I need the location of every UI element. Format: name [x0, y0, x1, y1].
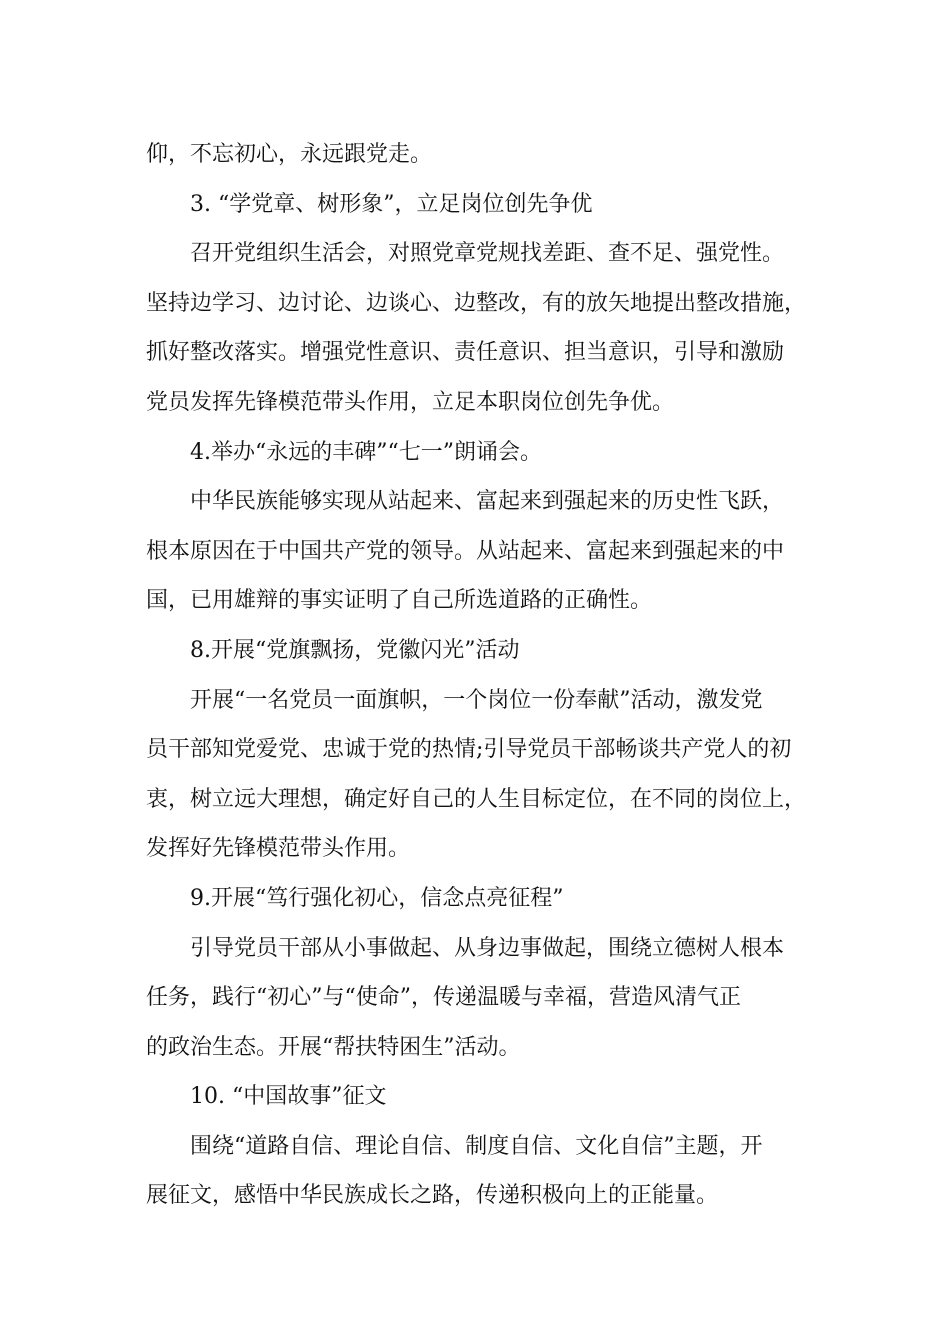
text-line: 党员发挥先锋模范带头作用，立足本职岗位创先争优。: [146, 389, 675, 415]
section-heading: 3. “学党章、树形象”，立足岗位创先争优: [190, 191, 593, 217]
section-heading: 8.开展“党旗飘扬，党徽闪光”活动: [190, 637, 520, 663]
text-line: 仰，不忘初心，永远跟党走。: [146, 142, 433, 167]
text-line: 衷，树立远大理想，确定好自己的人生目标定位，在不同的岗位上，: [146, 786, 806, 812]
document-body: [146, 130, 806, 1221]
section-heading: 9.开展“笃行强化初心，信念点亮征程”: [190, 885, 564, 911]
text-line: 任务，践行“初心”与“使命”，传递温暖与幸福，营造风清气正: [146, 985, 741, 1011]
text-line: 坚持边学习、边讨论、边谈心、边整改，有的放矢地提出整改措施，: [146, 290, 806, 316]
text-line: 开展“一名党员一面旗帜，一个岗位一份奉献”活动，激发党: [190, 687, 763, 713]
text-line: 员干部知党爱党、忠诚于党的热情;引导党员干部畅谈共产党人的初: [146, 737, 792, 763]
text-line: 召开党组织生活会，对照党章党规找差距、查不足、强党性。: [190, 241, 785, 267]
text-line: 发挥好先锋模范带头作用。: [146, 836, 411, 862]
text-line: 围绕“道路自信、理论自信、制度自信、文化自信”主题，开: [190, 1133, 763, 1159]
text-line: 中华民族能够实现从站起来、富起来到强起来的历史性飞跃，: [190, 489, 785, 515]
section-heading: 10. “中国故事”征文: [190, 1084, 387, 1110]
text-line: 国，已用雄辩的事实证明了自己所选道路的正确性。: [146, 588, 653, 614]
text-line: 引导党员干部从小事做起、从身边事做起，围绕立德树人根本: [190, 935, 785, 961]
text-line: 展征文，感悟中华民族成长之路，传递积极向上的正能量。: [146, 1183, 719, 1209]
section-heading: 4.举办“永远的丰碑”“七一”朗诵会。: [190, 439, 542, 465]
text-line: 抓好整改落实。增强党性意识、责任意识、担当意识，引导和激励: [146, 340, 785, 366]
text-line: 的政治生态。开展“帮扶特困生”活动。: [146, 1034, 521, 1060]
text-line: 根本原因在于中国共产党的领导。从站起来、富起来到强起来的中: [146, 538, 785, 564]
